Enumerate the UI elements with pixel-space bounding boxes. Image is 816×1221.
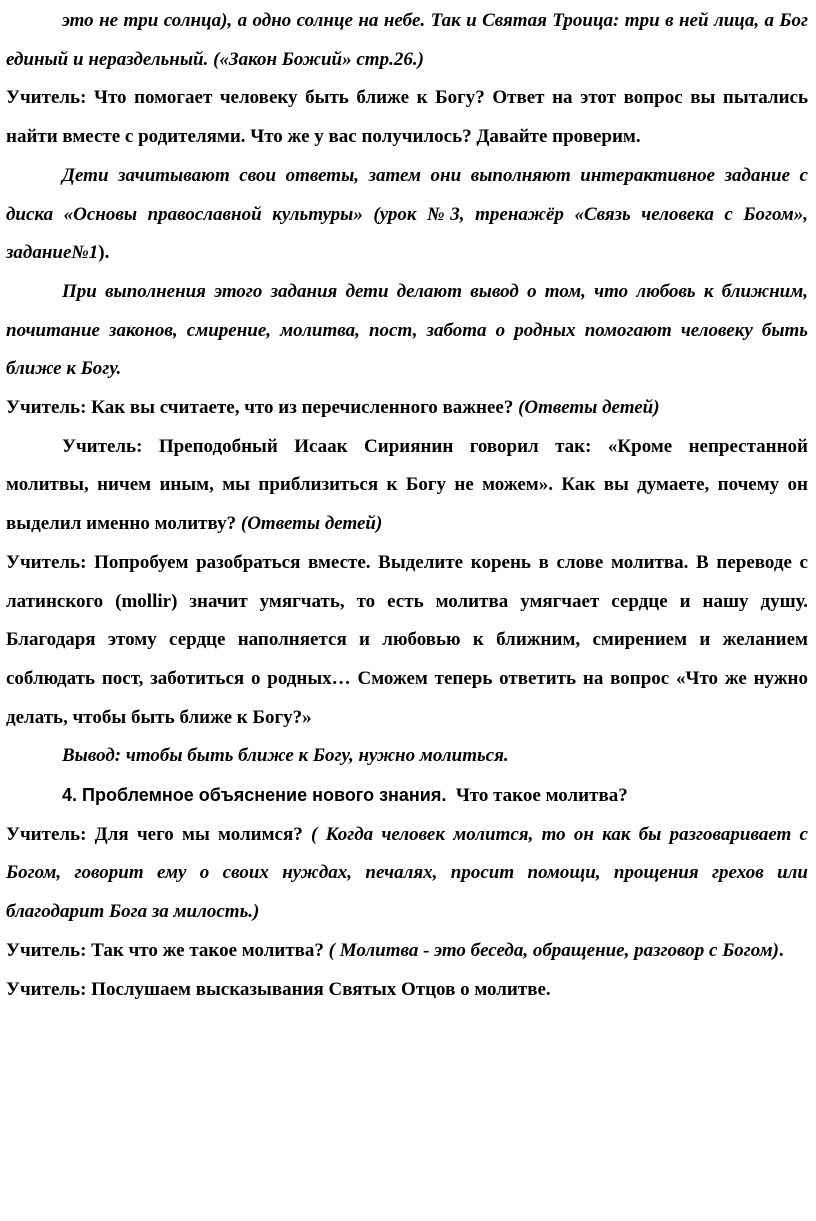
section-heading xyxy=(6,776,808,816)
task-close: ). xyxy=(98,242,110,264)
paragraph-holy-fathers xyxy=(6,971,808,1010)
paragraph-why-pray xyxy=(6,816,808,932)
speaker-label: Учитель: xyxy=(6,939,87,961)
conclusion-label: Вывод xyxy=(62,745,115,767)
speaker-label: Учитель: xyxy=(6,87,87,109)
children-answers: (Ответы детей) xyxy=(518,397,660,419)
paragraph-children-task xyxy=(6,157,808,273)
speaker-label: Учитель: xyxy=(6,551,87,573)
teacher-text: Послушаем высказывания Святых Отцов о молитве. xyxy=(86,978,551,1000)
speaker-label: Учитель: xyxy=(6,978,87,1000)
paragraph-trinity xyxy=(6,2,808,79)
answer-close: . xyxy=(778,939,784,961)
speaker-label: Учитель: xyxy=(6,823,87,845)
conclusion-statement: : чтобы быть ближе к Богу, нужно молиться. xyxy=(114,745,509,767)
speaker-label: Учитель: xyxy=(62,435,143,457)
teacher-text: Что помогает человеку быть ближе к Богу? Ответ на этот вопрос вы пытались найти вместе с родителями. Что же у вас получилось? Давайте проверим. xyxy=(6,87,808,148)
paragraph-teacher-question-1 xyxy=(6,79,808,156)
paragraph-isaac-quote xyxy=(6,428,808,544)
task-text: Дети зачитывают свои ответы, затем они выполняют интерактивное задание с диска «Основы православной культуры» (урок №3, тренажёр «Связь человека с Богом», задание№1 xyxy=(6,164,808,264)
section-title: 4. Проблемное объяснение нового знания. xyxy=(62,785,447,806)
paragraph-teacher-question-2 xyxy=(6,389,808,428)
paragraph-what-is-prayer xyxy=(6,932,808,971)
section-question: Что такое молитва? xyxy=(455,785,628,807)
answer-text: ( Молитва - это беседа, обращение, разговор с Богом) xyxy=(328,939,779,961)
teacher-text: Преподобный Исаак Сириянин говорил так: «Кроме непрестанной молитвы, ничем иным, мы приблизиться к Богу не можем». Как вы думаете, почему он выделил именно молитву? xyxy=(6,435,808,535)
conclusion-text: При выполнения этого задания дети делают вывод о том, что любовь к ближним, почитание законов, смирение, молитва, пост, забота о родных помогают человеку быть ближе к Богу. xyxy=(6,280,808,380)
children-answers: (Ответы детей) xyxy=(240,513,383,535)
teacher-text: Для чего мы молимся? xyxy=(86,823,311,845)
teacher-text: Так что же такое молитва? xyxy=(86,939,329,961)
speaker-label: Учитель: xyxy=(6,397,87,419)
paragraph-conclusion xyxy=(6,737,808,776)
teacher-text: Попробуем разобраться вместе. Выделите корень в слове молитва. В переводе с латинского (mollir) значит умягчать, то есть молитва умягчает сердце и нашу душу. Благодаря этому сердце наполняется и любовью к ближним, смирением и желанием соблюдать пост, заботиться о родных… Сможем теперь ответить на вопрос «Что же нужно делать, чтобы быть ближе к Богу?» xyxy=(6,551,808,728)
paragraph-conclusion-task xyxy=(6,273,808,389)
answer-text: ( Когда человек молится, то он как бы разговаривает с Богом, говорит ему о своих нуждах, печалях, просит помощи, прощения грехов или благодарит Бога за милость.) xyxy=(6,823,808,923)
trinity-reference: («Закон Божий» стр.26.) xyxy=(213,48,424,70)
trinity-text: это не три солнца), а одно солнце на небе. Так и Святая Троица: три в ней лица, а Бог единый и нераздельный. xyxy=(6,10,808,70)
paragraph-prayer-root xyxy=(6,544,808,738)
teacher-text: Как вы считаете, что из перечисленного важнее? xyxy=(86,397,519,419)
